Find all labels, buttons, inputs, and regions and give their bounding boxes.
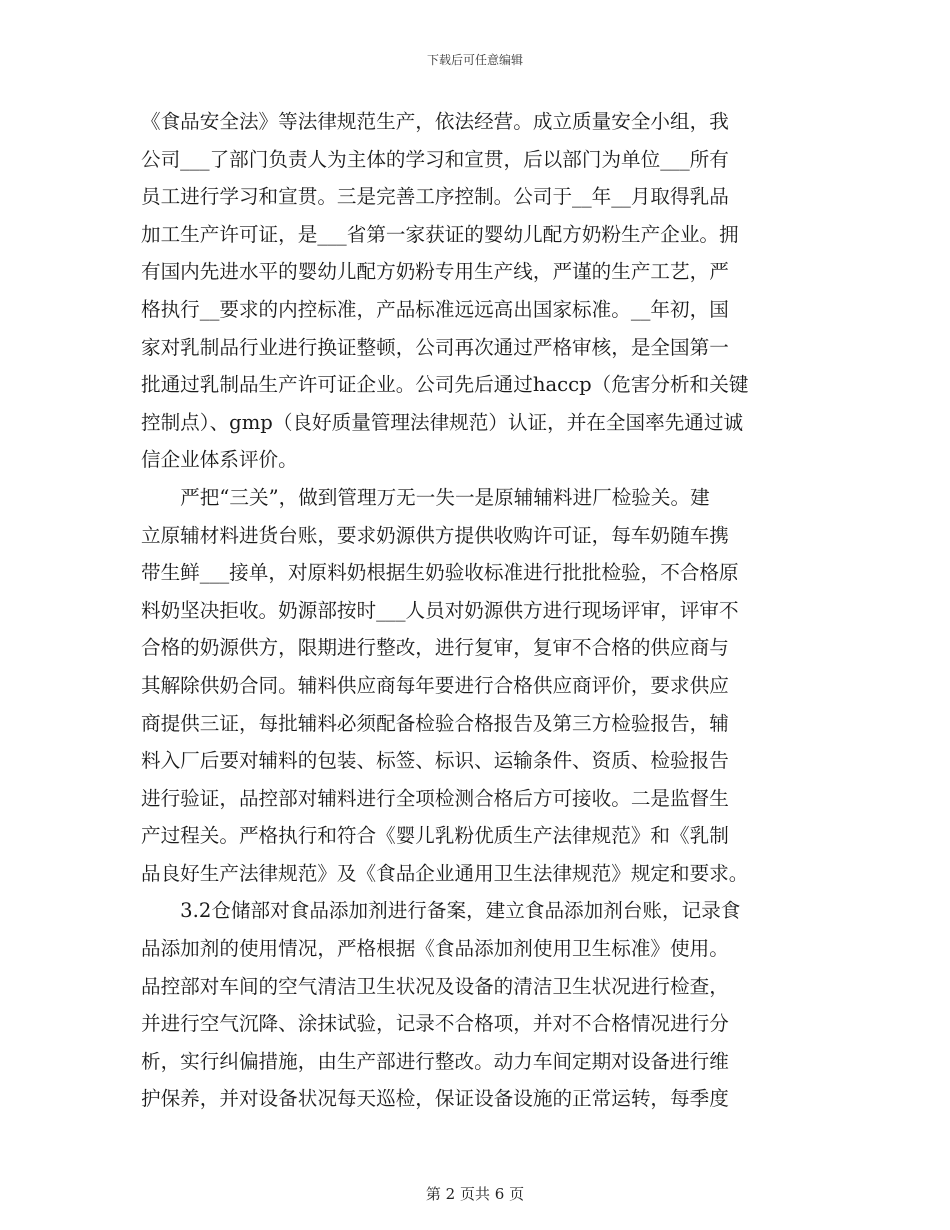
text-line: 带生鲜___接单，对原料奶根据生奶验收标准进行批批检验，不合格原 [141,561,739,585]
text-line: 品控部对车间的空气清洁卫生状况及设备的清洁卫生状况进行检查， [141,974,729,998]
text-line: 析，实行纠偏措施，由生产部进行整改。动力车间定期对设备进行维 [141,1049,729,1073]
text-line: 公司___了部门负责人为主体的学习和宣贯，后以部门为单位___所有 [141,147,729,171]
text-line: 其解除供奶合同。辅料供应商每年要进行合格供应商评价，要求供应 [141,673,729,697]
text-line: 《食品安全法》等法律规范生产，依法经营。成立质量安全小组，我 [141,110,729,133]
text-line: 进行验证，品控部对辅料进行全项检测合格后方可接收。二是监督生 [141,786,729,810]
text-line: 料入厂后要对辅料的包装、标签、标识、运输条件、资质、检验报告 [141,749,729,773]
text-line: 3.2仓储部对食品添加剂进行备案，建立食品添加剂台账，记录食 [141,899,741,923]
text-line: 护保养，并对设备状况每天巡检，保证设备设施的正常运转，每季度 [141,1087,729,1111]
text-line: 严把“三关”，做到管理万无一失一是原辅辅料进厂检验关。建 [141,485,710,509]
text-line: 品添加剂的使用情况，严格根据《食品添加剂使用卫生标准》使用。 [141,937,729,961]
text-line: 格执行__要求的内控标准，产品标准远远高出国家标准。__年初，国 [141,297,729,321]
page-number: 第 2 页共 6 页 [425,1185,525,1203]
text-line: 料奶坚决拒收。奶源部按时___人员对奶源供方进行现场评审，评审不 [141,598,739,622]
text-line: 商提供三证，每批辅料必须配备检验合格报告及第三方检验报告，辅 [141,711,729,735]
text-line: 员工进行学习和宣贯。三是完善工序控制。公司于__年__月取得乳品 [141,185,729,209]
text-line: 控制点）、gmp（良好质量管理法律规范）认证，并在全国率先通过诚 [141,410,744,434]
text-line: 产过程关。严格执行和符合《婴儿乳粉优质生产法律规范》和《乳制 [141,824,729,848]
text-line: 品良好生产法律规范》及《食品企业通用卫生法律规范》规定和要求。 [141,861,749,885]
document-body [141,103,816,1118]
text-line: 合格的奶源供方，限期进行整改，进行复审，复审不合格的供应商与 [141,636,729,660]
text-line: 并进行空气沉降、涂抹试验，记录不合格项，并对不合格情况进行分 [141,1012,729,1036]
text-line: 批通过乳制品生产许可证企业。公司先后通过haccp（危害分析和关键 [141,373,749,397]
text-line: 加工生产许可证，是___省第一家获证的婴幼儿配方奶粉生产企业。拥 [141,222,739,246]
text-line: 立原辅材料进货台账，要求奶源供方提供收购许可证，每车奶随车携 [141,523,729,547]
text-line: 家对乳制品行业进行换证整顿，公司再次通过严格审核，是全国第一 [141,335,729,359]
text-line: 有国内先进水平的婴幼儿配方奶粉专用生产线，严谨的生产工艺，严 [141,260,729,284]
page-header: 下载后可任意编辑 [426,53,523,67]
text-line: 信企业体系评价。 [141,448,298,472]
